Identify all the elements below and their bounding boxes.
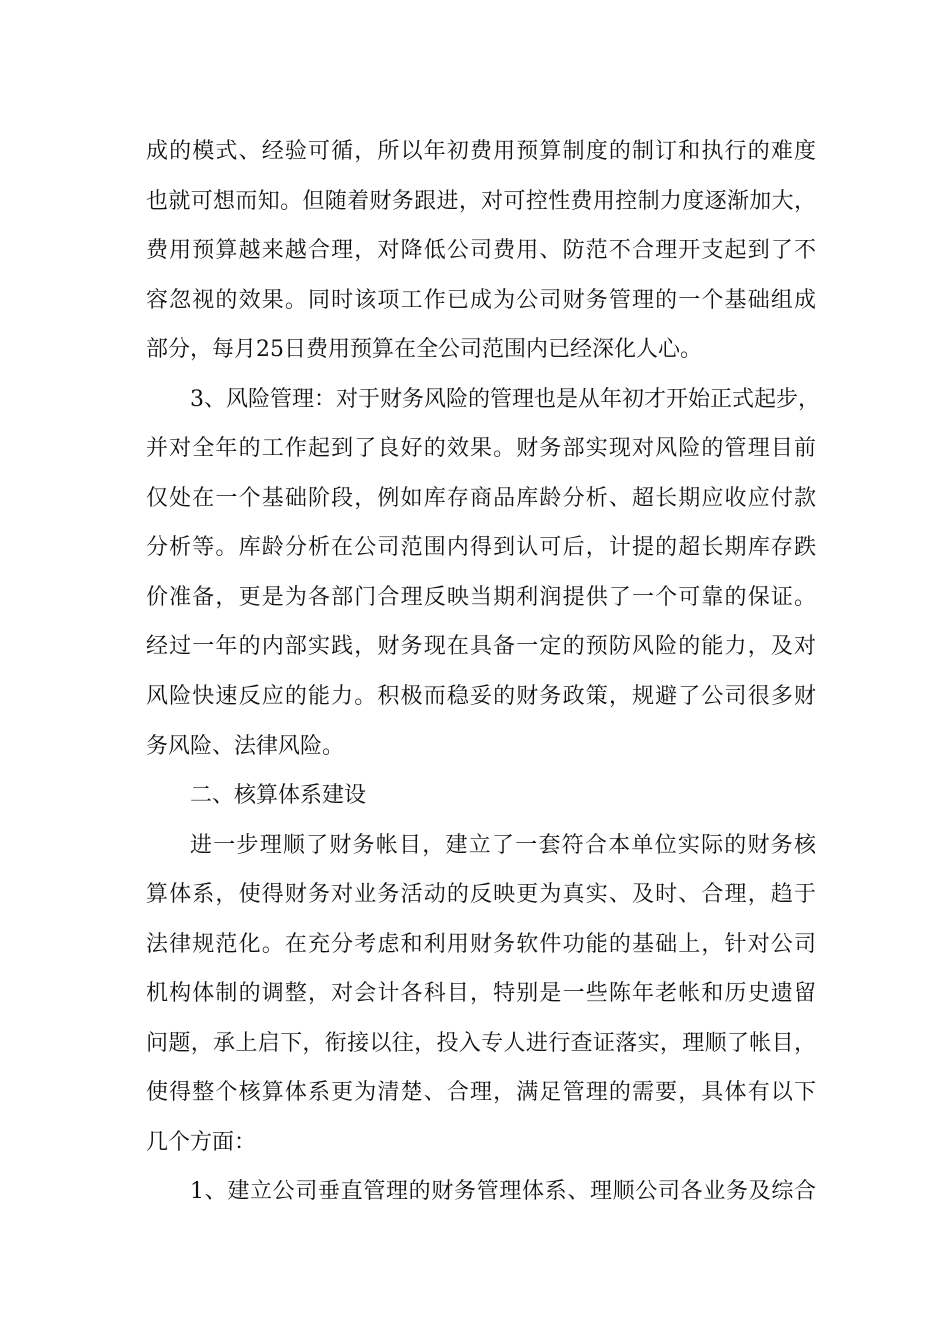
section-heading-accounting-system: 二、核算体系建设 — [190, 783, 367, 809]
text-line: 法律规范化。在充分考虑和利用财务软件功能的基础上，针对公司 — [146, 931, 816, 957]
text-line: 容忽视的效果。同时该项工作已成为公司财务管理的一个基础组成 — [146, 287, 816, 313]
body-text — [146, 130, 820, 1220]
text-line: 也就可想而知。但随着财务跟进，对可控性费用控制力度逐渐加大， — [146, 188, 816, 214]
text-line: 风险快速反应的能力。积极而稳妥的财务政策，规避了公司很多财 — [146, 684, 816, 710]
text-line: 并对全年的工作起到了良好的效果。财务部实现对风险的管理目前 — [146, 436, 816, 462]
text-line: 成的模式、经验可循，所以年初费用预算制度的制订和执行的难度 — [146, 139, 816, 164]
list-item-vertical-management: 1、建立公司垂直管理的财务管理体系、理顺公司各业务及综合 — [190, 1179, 816, 1205]
text-line: 经过一年的内部实践，财务现在具备一定的预防风险的能力，及对 — [146, 634, 816, 660]
text-line: 进一步理顺了财务帐目，建立了一套符合本单位实际的财务核 — [190, 832, 816, 858]
text-line: 分析等。库龄分析在公司范围内得到认可后，计提的超长期库存跌 — [146, 535, 816, 561]
text-line: 几个方面： — [146, 1129, 257, 1155]
text-line: 务风险、法律风险。 — [146, 733, 345, 759]
text-line: 使得整个核算体系更为清楚、合理，满足管理的需要，具体有以下 — [146, 1080, 816, 1106]
paragraph-heading-risk-management: 3、风险管理：对于财务风险的管理也是从年初才开始正式起步， — [190, 386, 820, 412]
text-line: 部分，每月25日费用预算在全公司范围内已经深化人心。 — [146, 337, 702, 363]
text-line: 算体系，使得财务对业务活动的反映更为真实、及时、合理，趋于 — [146, 882, 816, 908]
text-line: 费用预算越来越合理，对降低公司费用、防范不合理开支起到了不 — [146, 238, 816, 264]
text-line: 机构体制的调整，对会计各科目，特别是一些陈年老帐和历史遗留 — [146, 981, 816, 1007]
text-line: 问题，承上启下，衔接以往，投入专人进行查证落实，理顺了帐目， — [146, 1030, 816, 1056]
text-line: 价准备，更是为各部门合理反映当期利润提供了一个可靠的保证。 — [146, 584, 816, 610]
text-line: 仅处在一个基础阶段，例如库存商品库龄分析、超长期应收应付款 — [146, 485, 816, 511]
